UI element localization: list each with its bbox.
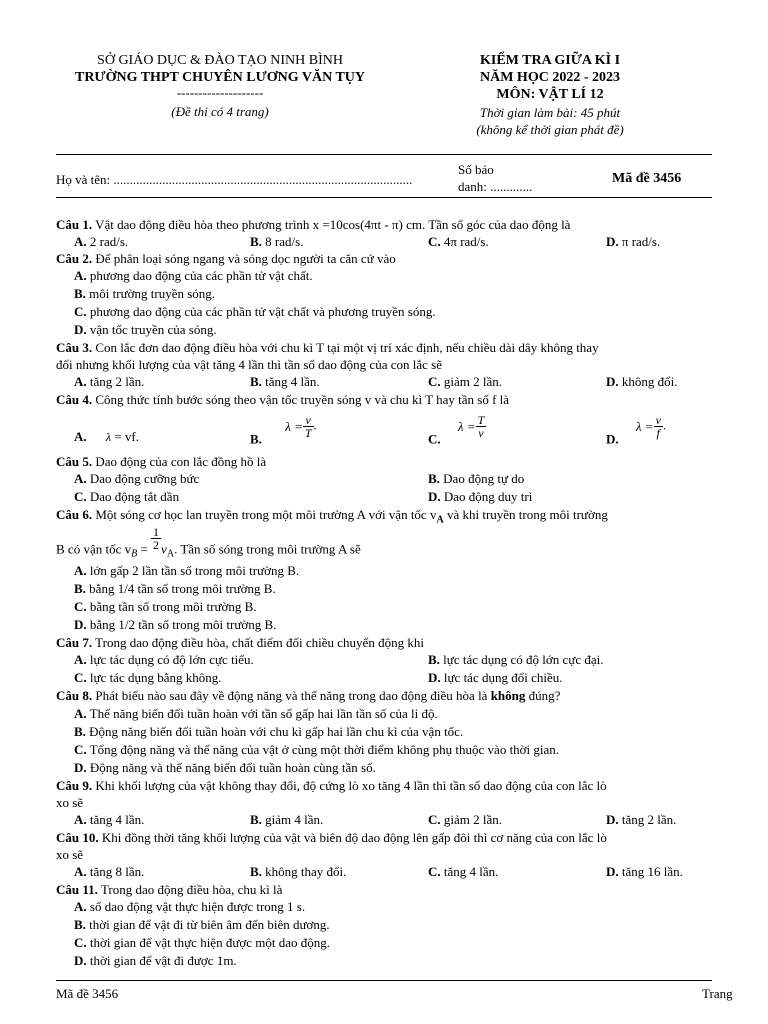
- student-name-field[interactable]: [56, 172, 412, 188]
- question-3: Câu 3. Con lắc đơn dao động điều hòa với chu kì T tại một vị trí xác định, nếu chiều dài dây không thay: [56, 340, 599, 355]
- name-label: Họ và tên:: [56, 172, 111, 187]
- q6-option-d[interactable]: D. bằng 1/2 tần số trong môi trường B.: [74, 617, 277, 632]
- q9-option-c[interactable]: C. giảm 2 lần.: [428, 812, 503, 827]
- q1-option-c[interactable]: C. 4π rad/s.: [428, 234, 489, 249]
- question-8: Câu 8. Phát biểu nào sau đây về động năng và thế năng trong dao động điều hòa là không đúng?: [56, 688, 561, 703]
- q11-option-c[interactable]: C. thời gian để vật thực hiện được một dao động.: [74, 935, 331, 950]
- q6-option-a[interactable]: A. lớn gấp 2 lần tần số trong môi trường B.: [74, 563, 300, 578]
- header-dashes: --------------------: [176, 85, 264, 100]
- q7-option-d[interactable]: D. lực tác dụng đổi chiều.: [428, 670, 563, 685]
- q5-option-c[interactable]: C. Dao động tắt dần: [74, 489, 180, 504]
- q4-option-d[interactable]: D. λ = $\frac{v}{f}$ .: [606, 413, 667, 447]
- q7-option-a[interactable]: A. lực tác dụng có độ lớn cực tiểu.: [74, 652, 254, 667]
- q8-option-a[interactable]: A. Thế năng biến đổi tuần hoàn với tần số gấp hai lần tần số của li độ.: [74, 706, 438, 721]
- footer-exam-code: Mã đề 3456: [56, 986, 119, 1001]
- q1-option-b[interactable]: B. 8 rad/s.: [250, 234, 304, 249]
- q8-option-b[interactable]: B. Động năng biến đổi tuần hoàn với chu kì gấp hai lần chu kì của vận tốc.: [74, 724, 464, 739]
- q3-option-b[interactable]: B. tăng 4 lần.: [250, 374, 320, 389]
- q4-option-a[interactable]: A. λ = vf.: [74, 429, 140, 444]
- footer-rule: [56, 980, 712, 981]
- q5-option-b[interactable]: B. Dao động tự do: [428, 471, 525, 486]
- exam-time-note: (không kể thời gian phát đề): [476, 122, 624, 137]
- question-9: Câu 9. Khi khối lượng của vật không thay đổi, độ cứng lò xo tăng 4 lần thì tần số dao động của con lắc lò: [56, 778, 607, 793]
- q5-option-a[interactable]: A. Dao động cưỡng bức: [74, 471, 200, 486]
- name-dots: ............................................................................................: [113, 172, 413, 187]
- candidate-number-field[interactable]: [458, 161, 532, 195]
- q7-option-b[interactable]: B. lực tác dụng có độ lớn cực đại.: [428, 652, 604, 667]
- sbd-label-line1: Số báo: [458, 162, 494, 177]
- q11-option-d[interactable]: D. thời gian để vật đi được 1m.: [74, 953, 237, 968]
- q4-option-c[interactable]: C. λ = $\frac{T}{v}$: [428, 413, 485, 447]
- q11-option-a[interactable]: A. số dao động vật thực hiện được trong 1 s.: [74, 899, 306, 914]
- question-2: Câu 2. Để phân loại sóng ngang và sóng dọc người ta căn cứ vào: [56, 251, 396, 266]
- q2-option-b[interactable]: B. môi trường truyền sóng.: [74, 286, 216, 301]
- question-5: Câu 5. Dao động của con lắc đồng hồ là: [56, 454, 267, 469]
- q3-option-a[interactable]: A. tăng 2 lần.: [74, 374, 145, 389]
- question-3-line2: đổi nhưng khối lượng của vật tăng 4 lần thì tần số dao động của con lắc sẽ: [56, 357, 442, 372]
- exam-title: KIỂM TRA GIỮA KÌ I: [479, 53, 621, 68]
- q2-option-c[interactable]: C. phương dao động của các phần tử vật chất và phương truyền sóng.: [74, 304, 436, 319]
- exam-time: Thời gian làm bài: 45 phút: [479, 105, 621, 120]
- question-6: Câu 6. Một sóng cơ học lan truyền trong một môi trường A với vận tốc $v_A$ và khi truyền trong môi trường: [56, 507, 608, 526]
- department-name: SỞ GIÁO DỤC & ĐÀO TẠO NINH BÌNH: [97, 53, 343, 68]
- question-10: Câu 10. Khi đồng thời tăng khối lượng của vật và biên độ dao động lên gấp đôi thì cơ năng của con lắc lò: [56, 830, 607, 845]
- q9-option-d[interactable]: D. tăng 2 lần.: [606, 812, 677, 827]
- lambda-a: λ: [105, 430, 112, 444]
- q8-option-c[interactable]: C. Tổng động năng và thế năng của vật ở cùng một thời điểm không phụ thuộc vào thời gian.: [74, 742, 560, 757]
- q6-option-c[interactable]: C. bằng tần số trong môi trường B.: [74, 599, 257, 614]
- q4-option-b[interactable]: B. λ = $\frac{v}{T}$ .: [250, 413, 317, 447]
- q1-option-d[interactable]: D. π rad/s.: [606, 234, 661, 249]
- pages-note: (Đề thi có 4 trang): [171, 104, 269, 119]
- q10-option-a[interactable]: A. tăng 8 lần.: [74, 864, 145, 879]
- question-10-line2: xo sẽ: [56, 847, 84, 862]
- q2-option-d[interactable]: D. vận tốc truyền của sóng.: [74, 322, 217, 337]
- q11-option-b[interactable]: B. thời gian để vật đi từ biên âm đến biên dương.: [74, 917, 330, 932]
- q3-option-c[interactable]: C. giảm 2 lần.: [428, 374, 503, 389]
- q8-option-d[interactable]: D. Động năng và thế năng biến đổi tuần hoàn cùng tần số.: [74, 760, 376, 775]
- subject: MÔN: VẬT LÍ 12: [496, 87, 604, 102]
- question-4: Câu 4. Công thức tính bước sóng theo vận tốc truyền sóng v và chu kì T hay tần số f là: [56, 392, 510, 407]
- q10-option-b[interactable]: B. không thay đổi.: [250, 864, 347, 879]
- q5-option-d[interactable]: D. Dao động duy trì: [428, 489, 533, 504]
- q9-option-a[interactable]: A. tăng 4 lần.: [74, 812, 145, 827]
- question-7: Câu 7. Trong dao động điều hòa, chất điểm đổi chiều chuyển động khi: [56, 635, 424, 650]
- q3-option-d[interactable]: D. không đổi.: [606, 374, 678, 389]
- school-year: NĂM HỌC 2022 - 2023: [480, 70, 620, 85]
- question-11: Câu 11. Trong dao động điều hòa, chu kì là: [56, 882, 283, 897]
- exam-code: Mã đề 3456: [612, 171, 682, 186]
- q10-option-c[interactable]: C. tăng 4 lần.: [428, 864, 499, 879]
- footer-page-label: Trang: [702, 986, 733, 1001]
- q10-option-d[interactable]: D. tăng 16 lần.: [606, 864, 683, 879]
- question-9-line2: xo sẽ: [56, 795, 84, 810]
- question-6-line2: B có vận tốc $v_B$ = $\frac{1}{2}$ $v_A$. Tần số sóng trong môi trường A sẽ: [56, 525, 361, 560]
- sbd-label-line2: danh: .............: [458, 179, 533, 194]
- q7-option-c[interactable]: C. lực tác dụng bằng không.: [74, 670, 222, 685]
- school-name: TRƯỜNG THPT CHUYÊN LƯƠNG VĂN TỤY: [74, 70, 365, 85]
- q9-option-b[interactable]: B. giảm 4 lần.: [250, 812, 324, 827]
- q2-option-a[interactable]: A. phương dao động của các phần tử vật chất.: [74, 268, 313, 283]
- q6-option-b[interactable]: B. bằng 1/4 tần số trong môi trường B.: [74, 581, 276, 596]
- question-1: Câu 1. Vật dao động điều hòa theo phương trình x =10cos(4πt - π) cm. Tần số góc của dao động là: [56, 217, 571, 232]
- q1-option-a[interactable]: A. 2 rad/s.: [74, 234, 129, 249]
